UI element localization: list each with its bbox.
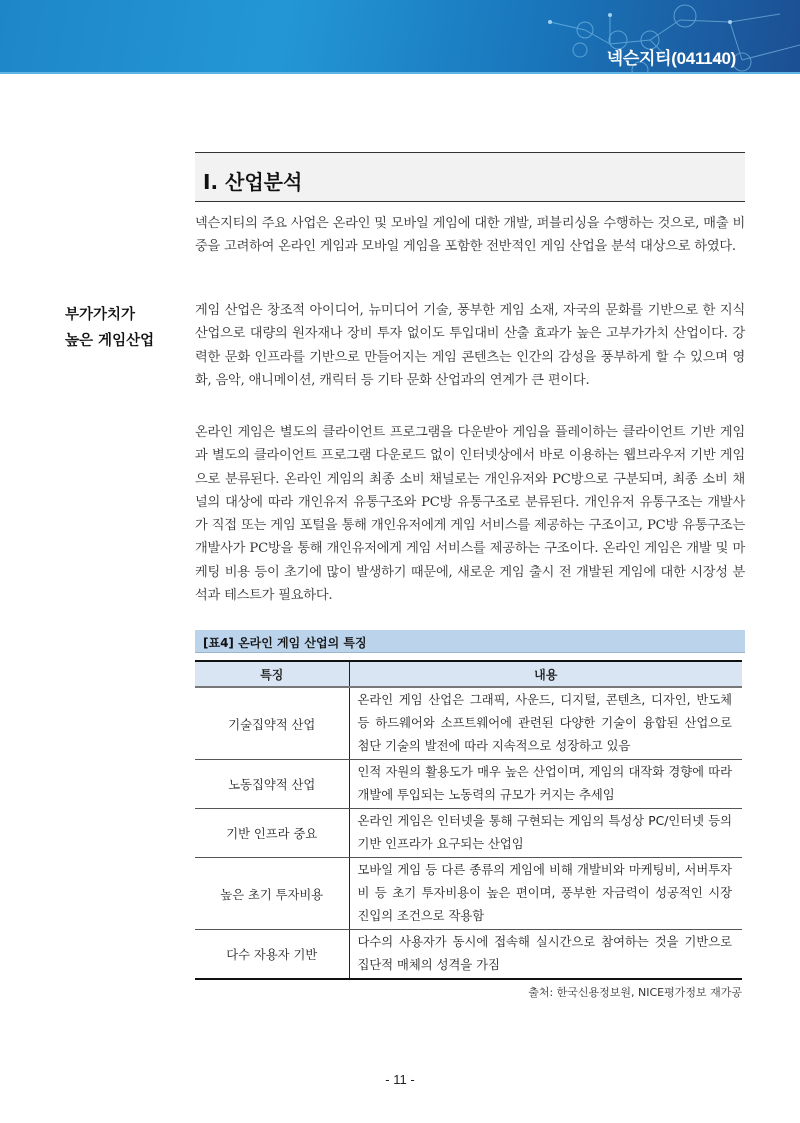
table-header-row xyxy=(195,661,742,687)
feature-cell: 기술집약적 산업 xyxy=(195,687,349,760)
table-row xyxy=(195,858,742,930)
table-row xyxy=(195,760,742,809)
table-row xyxy=(195,930,742,980)
content-cell: 인적 자원의 활용도가 매우 높은 산업이며, 게임의 대작화 경향에 따라 개발에 투입되는 노동력의 규모가 커지는 추세임 xyxy=(349,760,742,809)
table-row xyxy=(195,809,742,858)
banner-bottom-line xyxy=(0,72,800,74)
side-label-line2: 높은 게임산업 xyxy=(65,333,155,349)
feature-cell: 높은 초기 투자비용 xyxy=(195,858,349,930)
section-title: I. 산업분석 xyxy=(203,170,303,194)
header-banner xyxy=(0,0,800,74)
content-cell: 모바일 게임 등 다른 종류의 게임에 비해 개발비와 마케팅비, 서버투자비 등 초기 투자비용이 높은 편이며, 풍부한 자금력이 성공적인 시장 진입의 조건으로 작용함 xyxy=(349,858,742,930)
table-caption: [표4] 온라인 게임 산업의 특징 xyxy=(195,630,745,653)
features-table xyxy=(195,660,742,980)
feature-cell: 노동집약적 산업 xyxy=(195,760,349,809)
company-title: 넥슨지티(041140) xyxy=(606,49,736,68)
feature-cell: 기반 인프라 중요 xyxy=(195,809,349,858)
page-number: - 11 - xyxy=(385,1072,415,1087)
paragraph-value-added: 게임 산업은 창조적 아이디어, 뉴미디어 기술, 풍부한 게임 소재, 자국의 문화를 기반으로 한 지식산업으로 대량의 원자재나 장비 투자 없이도 투입대비 산출 효과가 높은 고부가가치 산업이다. 강력한 문화 인프라를 기반으로 만들어지는 게임 콘텐츠는 인간의 감성을 풍부하게 할 수 있으며 영화, 음악, 애니메이션, 캐릭터 등 기타 문화 산업과의 연계가 큰 편이다. xyxy=(195,303,745,388)
content-cell: 온라인 게임은 인터넷을 통해 구현되는 게임의 특성상 PC/인터넷 등의 기반 인프라가 요구되는 산업임 xyxy=(349,809,742,858)
side-label xyxy=(65,302,185,354)
side-label-line1: 부가가치가 xyxy=(65,307,136,323)
feature-cell: 다수 자용자 기반 xyxy=(195,930,349,980)
column-header-feature: 특징 xyxy=(195,661,349,687)
source-note: 출처: 한국신용정보원, NICE평가정보 재가공 xyxy=(528,986,742,999)
paragraph-online-games: 온라인 게임은 별도의 클라이언트 프로그램을 다운받아 게임을 플레이하는 클라이언트 기반 게임과 별도의 클라이언트 프로그램 다운로드 없이 인터넷상에서 바로 이용하는 웹브라우저 기반 게임으로 분류된다. 온라인 게임의 최종 소비 채널로는 개인유저와 PC방으로 구분되며, 최종 소비 채널의 대상에 따라 개인유저 유통구조와 PC방 유통구조로 분류된다. 개인유저 유통구조는 개발사가 직접 또는 게임 포털을 통해 개인유저에게 게임 서비스를 제공하는 구조이고, PC방 유통구조는 개발사가 PC방을 통해 개인유저에게 게임 서비스를 제공하는 구조이다. 온라인 게임은 개발 및 마케팅 비용 등이 초기에 많이 발생하기 때문에, 새로운 게임 출시 전 개발된 게임에 대한 시장성 분석과 테스트가 필요하다. xyxy=(195,425,745,604)
intro-paragraph: 넥슨지티의 주요 사업은 온라인 및 모바일 게임에 대한 개발, 퍼블리싱을 수행하는 것으로, 매출 비중을 고려하여 온라인 게임과 모바일 게임을 포함한 전반적인 게임 산업을 분석 대상으로 하였다. xyxy=(195,216,745,255)
column-header-content: 내용 xyxy=(349,661,742,687)
content-cell: 온라인 게임 산업은 그래픽, 사운드, 디지털, 콘텐츠, 디자인, 반도체 등 하드웨어와 소프트웨어에 관련된 다양한 기술이 융합된 산업으로 첨단 기술의 발전에 따라 지속적으로 성장하고 있음 xyxy=(349,687,742,760)
section-heading-box xyxy=(195,152,745,202)
content-cell: 다수의 사용자가 동시에 접속해 실시간으로 참여하는 것을 기반으로 집단적 매체의 성격을 가짐 xyxy=(349,930,742,980)
table-row xyxy=(195,687,742,760)
